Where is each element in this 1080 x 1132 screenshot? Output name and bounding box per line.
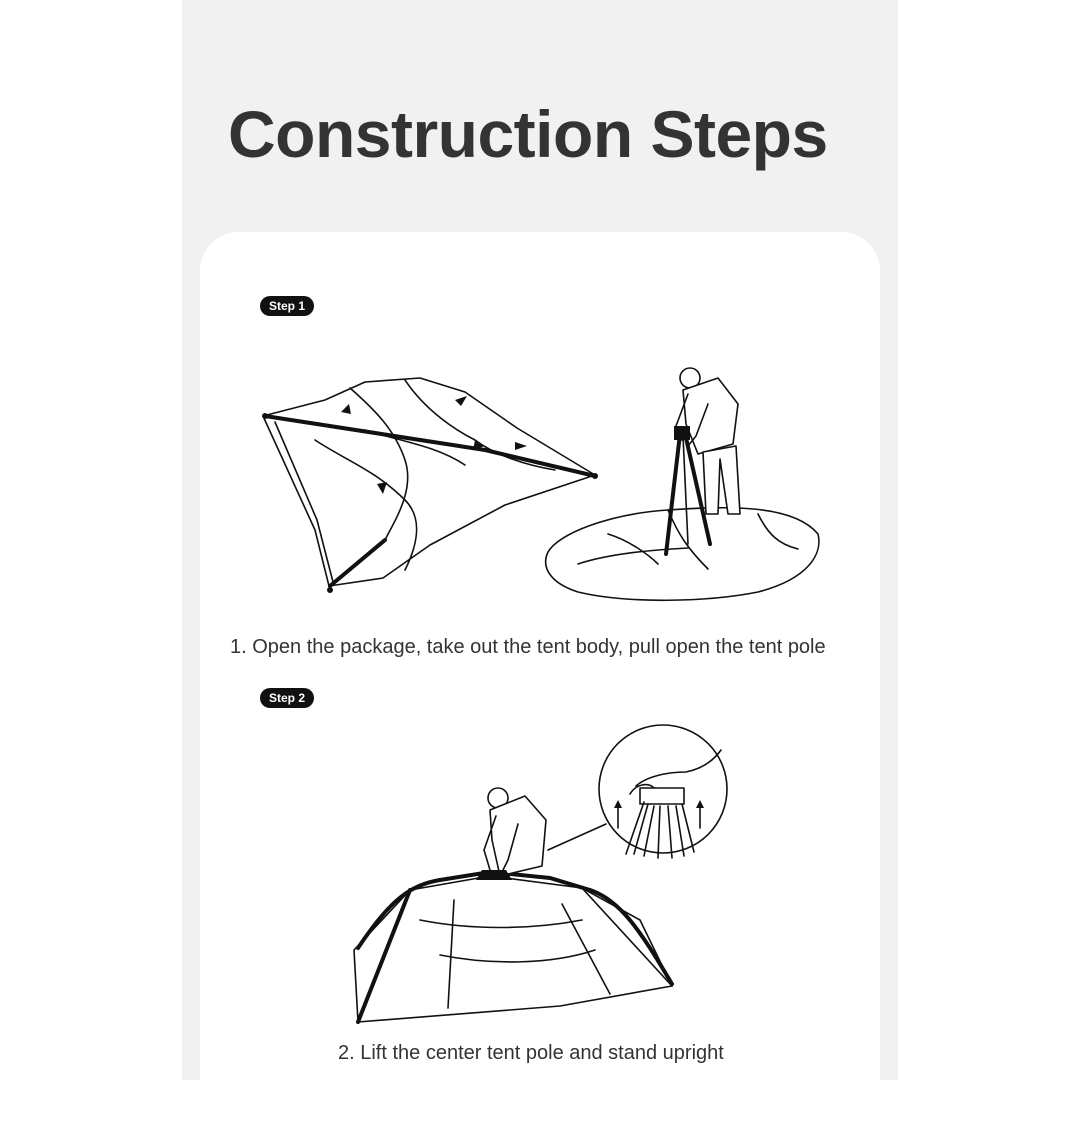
page-title: Construction Steps: [228, 97, 828, 171]
step-2-badge: Step 2: [260, 688, 314, 708]
step-1-caption: 1. Open the package, take out the tent body, pull open the tent pole: [230, 636, 826, 658]
step-2-caption: 2. Lift the center tent pole and stand upright: [338, 1042, 724, 1064]
pole-detail-magnifier: [596, 722, 730, 860]
step-1-badge: Step 1: [260, 296, 314, 316]
person-opening-tent-illustration: [538, 364, 823, 604]
